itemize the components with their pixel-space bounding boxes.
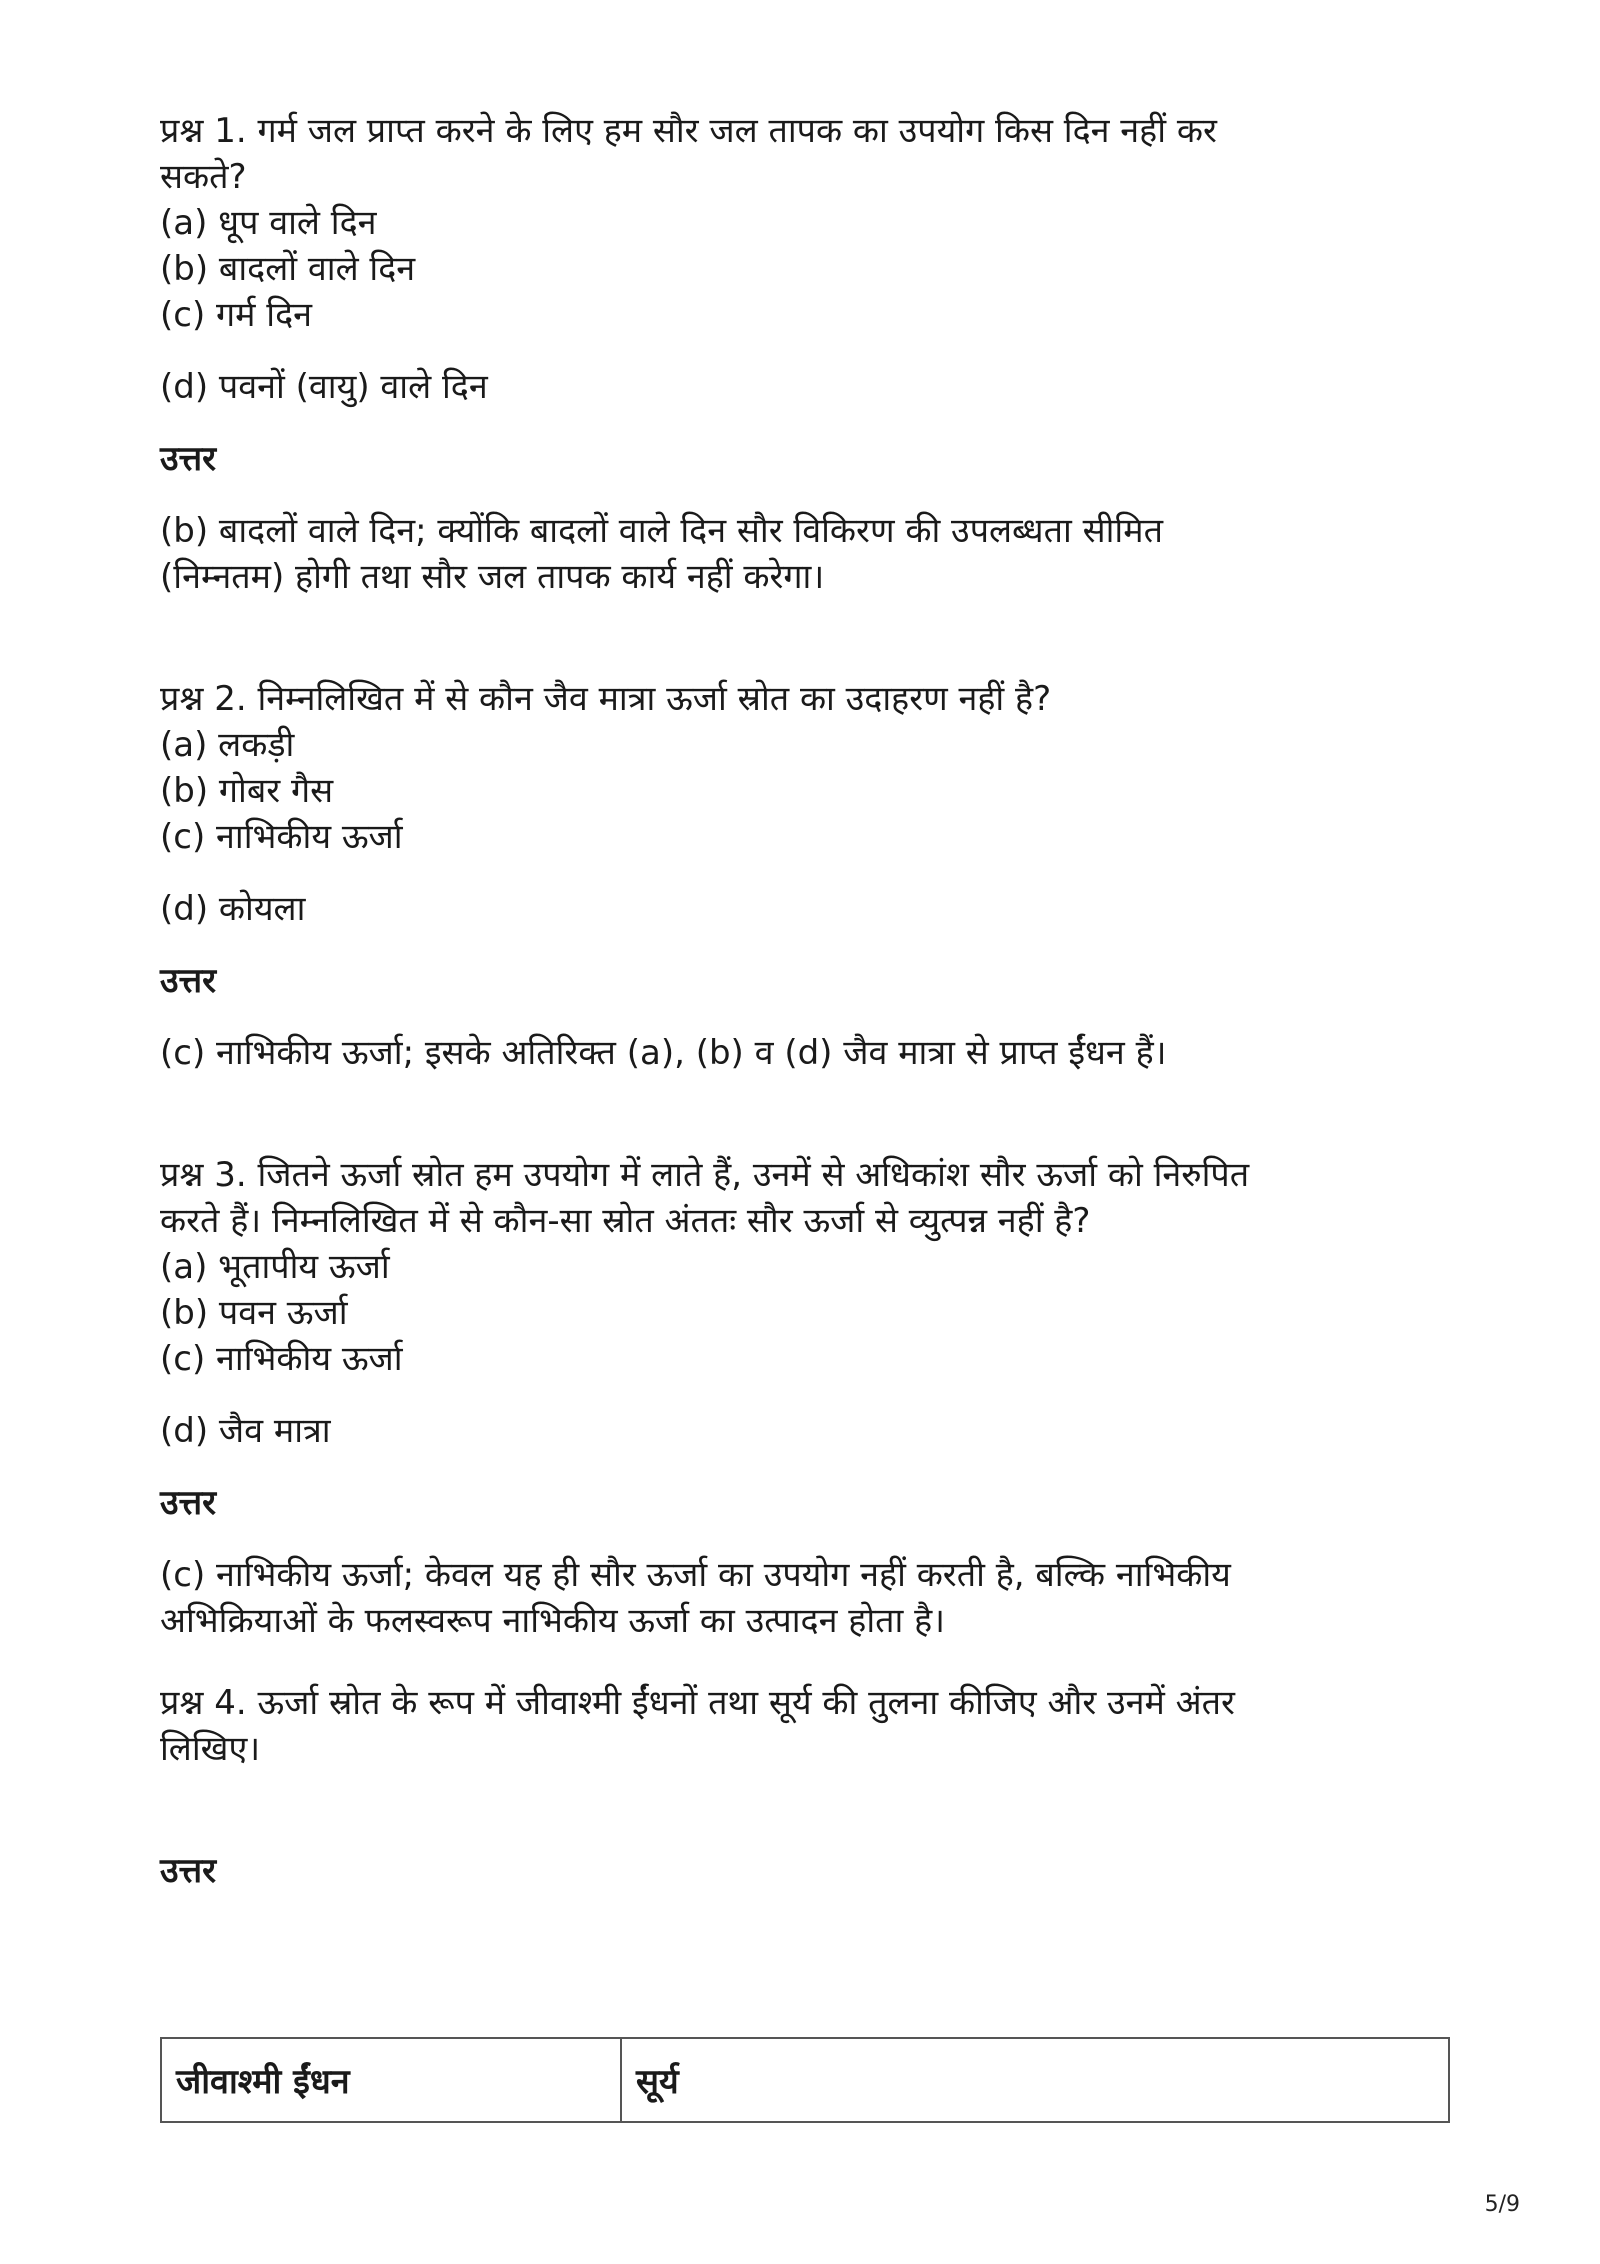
q4-answer-heading: उत्तर [160, 1851, 217, 1891]
question-1-text: प्रश्न 1. गर्म जल प्राप्त करने के लिए हम सौर जल तापक का उपयोग किस दिन नहीं कर [160, 111, 1217, 151]
q1-option-a: (a) धूप वाले दिन [160, 203, 377, 243]
q3-answer-line-2: अभिक्रियाओं के फलस्वरूप नाभिकीय ऊर्जा का उत्पादन होता है। [160, 1601, 946, 1641]
question-2-text: प्रश्न 2. निम्नलिखित में से कौन जैव मात्रा ऊर्जा स्रोत का उदाहरण नहीं है? [160, 679, 1052, 719]
q1-option-b: (b) बादलों वाले दिन [160, 249, 416, 289]
q3-answer-line-1: (c) नाभिकीय ऊर्जा; केवल यह ही सौर ऊर्जा का उपयोग नहीं करती है, बल्कि नाभिकीय [160, 1555, 1231, 1595]
page-number: 5/9 [1484, 2192, 1520, 2217]
q3-option-d: (d) जैव मात्रा [160, 1411, 331, 1451]
q3-option-b: (b) पवन ऊर्जा [160, 1293, 348, 1333]
q1-option-d: (d) पवनों (वायु) वाले दिन [160, 367, 488, 407]
q3-option-c: (c) नाभिकीय ऊर्जा [160, 1339, 403, 1379]
q2-option-b: (b) गोबर गैस [160, 771, 334, 811]
question-3-text: प्रश्न 3. जितने ऊर्जा स्रोत हम उपयोग में लाते हैं, उनमें से अधिकांश सौर ऊर्जा को निरुपित [160, 1155, 1250, 1195]
q2-answer-heading: उत्तर [160, 961, 217, 1001]
question-4-text-cont: लिखिए। [160, 1729, 261, 1769]
q3-answer-heading: उत्तर [160, 1483, 217, 1523]
table-header-sun: सूर्य [621, 2038, 1449, 2122]
question-3-text-cont: करते हैं। निम्नलिखित में से कौन-सा स्रोत अंततः सौर ऊर्जा से व्युत्पन्न नहीं है? [160, 1201, 1091, 1241]
q2-option-a: (a) लकड़ी [160, 725, 295, 765]
comparison-table [160, 2037, 1450, 2123]
q3-option-a: (a) भूतापीय ऊर्जा [160, 1247, 390, 1287]
q2-option-d: (d) कोयला [160, 889, 306, 929]
q1-answer-heading: उत्तर [160, 439, 217, 479]
table-header-row [161, 2038, 1449, 2122]
q2-answer-line-1: (c) नाभिकीय ऊर्जा; इसके अतिरिक्त (a), (b) व (d) जैव मात्रा से प्राप्त ईंधन हैं। [160, 1033, 1167, 1073]
q1-option-c: (c) गर्म दिन [160, 295, 313, 335]
document-body [160, 108, 1460, 1894]
question-4-text: प्रश्न 4. ऊर्जा स्रोत के रूप में जीवाश्मी ईंधनों तथा सूर्य की तुलना कीजिए और उनमें अंतर [160, 1683, 1235, 1723]
question-1-text-cont: सकते? [160, 157, 247, 197]
table-header-fossil-fuels: जीवाश्मी ईंधन [161, 2038, 621, 2122]
q1-answer-line-2: (निम्नतम) होगी तथा सौर जल तापक कार्य नहीं करेगा। [160, 557, 825, 597]
q2-option-c: (c) नाभिकीय ऊर्जा [160, 817, 403, 857]
q1-answer-line-1: (b) बादलों वाले दिन; क्योंकि बादलों वाले दिन सौर विकिरण की उपलब्धता सीमित [160, 511, 1163, 551]
